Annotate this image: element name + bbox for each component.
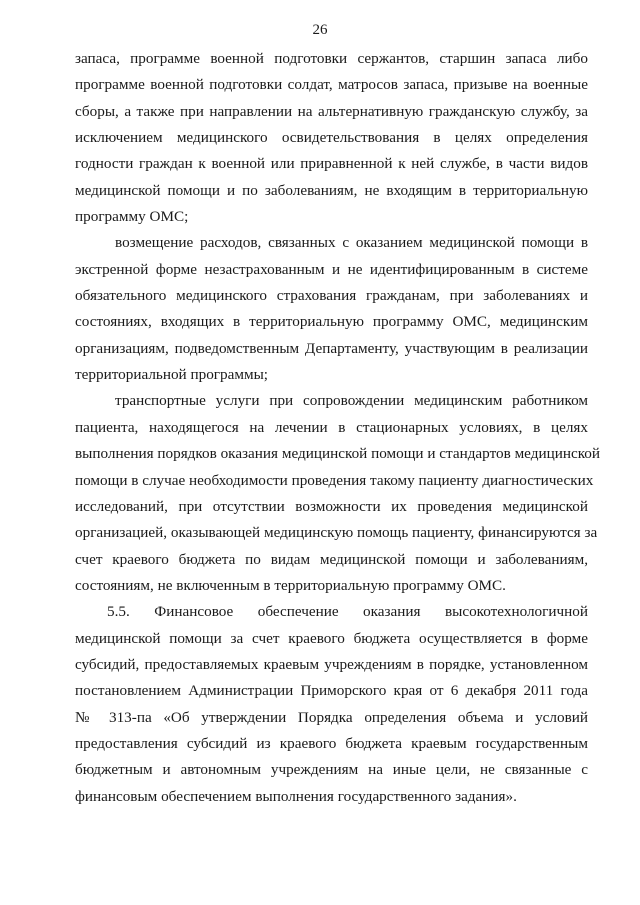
text-line: программе военной подготовки солдат, матросов запаса, призыве на военные: [75, 76, 588, 94]
text-line: запаса, программе военной подготовки сержантов, старшин запаса либо: [75, 50, 588, 67]
text-line: обязательного медицинского страхования гражданам, при заболеваниях и: [75, 287, 588, 305]
text-line: исключением медицинского освидетельствования в целях определения: [75, 129, 588, 147]
paragraph-section-5-5: [75, 599, 588, 810]
text-line: субсидий, предоставляемых краевым учреждениям в порядке, установленном: [75, 655, 588, 673]
text-line: выполнения порядков оказания медицинской помощи и стандартов медицинской: [75, 445, 601, 463]
text-line: 5.5. Финансовое обеспечение оказания высокотехнологичной: [107, 603, 588, 621]
paragraph-military-service: [75, 46, 588, 230]
text-line: транспортные услуги при сопровождении медицинским работником: [115, 392, 588, 410]
text-line: пациента, находящегося на лечении в стационарных условиях, в целях: [75, 418, 588, 436]
text-line: медицинской помощи и по заболеваниям, не входящим в территориальную: [75, 181, 588, 199]
paragraph-transport-services: [75, 388, 601, 599]
text-line: постановлением Администрации Приморского края от 6 декабря 2011 года: [75, 682, 588, 700]
text-line: помощи в случае необходимости проведения такому пациенту диагностических: [75, 471, 594, 489]
text-line: территориальной программы;: [75, 366, 268, 384]
text-line: годности граждан к военной или приравненной к ней службе, в части видов: [75, 155, 588, 173]
paragraph-expense-reimbursement: [75, 230, 588, 388]
text-line: исследований, при отсутствии возможности их проведения медицинской: [75, 497, 588, 515]
text-line: медицинской помощи за счет краевого бюджета осуществляется в форме: [75, 629, 588, 647]
text-line: предоставления субсидий из краевого бюджета краевым государственным: [75, 734, 588, 752]
page-number: 26: [312, 22, 328, 38]
text-line: организацией, оказывающей медицинскую помощь пациенту, финансируются за: [75, 524, 598, 542]
text-line: экстренной форме незастрахованным и не идентифицированным в системе: [75, 260, 588, 278]
text-line: № 313-па «Об утверждении Порядка определения объема и условий: [75, 708, 588, 726]
text-line: программу ОМС;: [75, 208, 189, 226]
text-line: счет краевого бюджета по видам медицинской помощи и заболеваниям,: [75, 550, 588, 568]
text-line: сборы, а также при направлении на альтернативную гражданскую службу, за: [75, 102, 588, 120]
text-line: возмещение расходов, связанных с оказанием медицинской помощи в: [115, 234, 588, 252]
body-text: [75, 46, 601, 810]
text-line: бюджетным и автономным учреждениям на иные цели, не связанные с: [75, 761, 588, 779]
text-line: финансовым обеспечением выполнения государственного задания».: [75, 787, 517, 805]
text-line: состояниях, входящих в территориальную программу ОМС, медицинским: [75, 313, 588, 331]
text-line: состояниям, не включенным в территориальную программу ОМС.: [75, 576, 506, 594]
text-line: организациям, подведомственным Департаменту, участвующим в реализации: [75, 339, 588, 357]
